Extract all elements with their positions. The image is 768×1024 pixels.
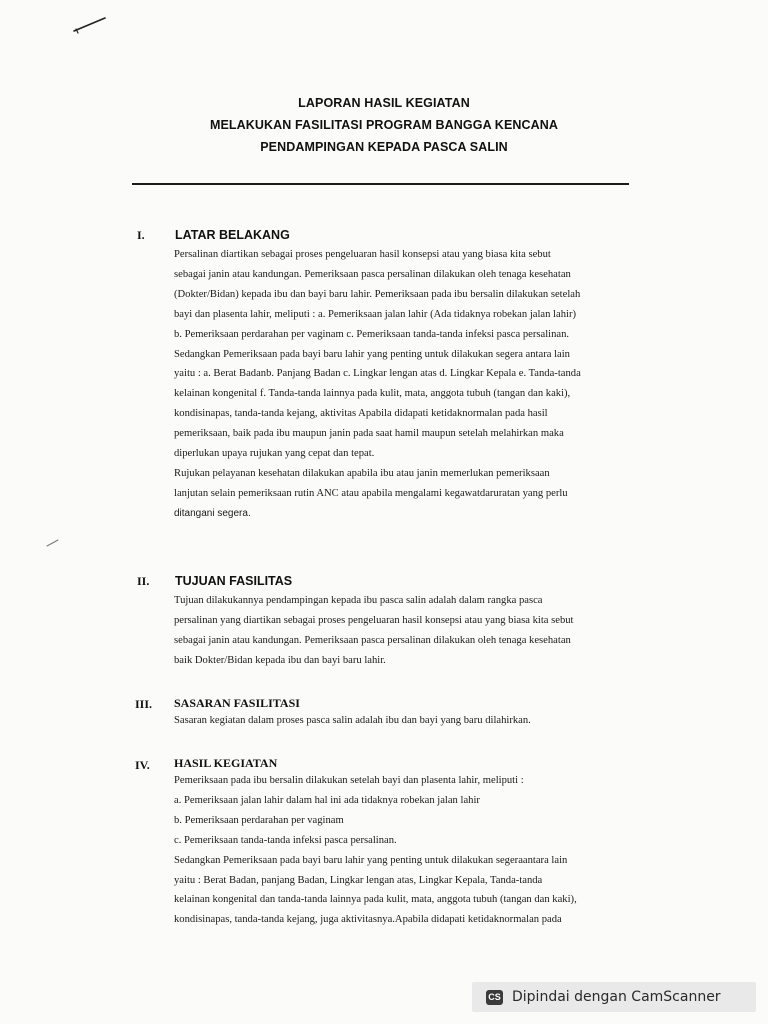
section-1-line: bayi dan plasenta lahir, meliputi : a. Pemeriksaan jalan lahir (Ada tidaknya robekan jalan lahir) (174, 308, 576, 320)
section-1-line: Rujukan pelayanan kesehatan dilakukan apabila ibu atau janin memerlukan pemeriksaan (174, 467, 550, 479)
section-2-line: sebagai janin atau kandungan. Pemeriksaan pasca persalinan dilakukan oleh tenaga kesehatan (174, 634, 571, 646)
section-4-line: Pemeriksaan pada ibu bersalin dilakukan setelah bayi dan plasenta lahir, meliputi : (174, 775, 524, 786)
document-title-line-1: LAPORAN HASIL KEGIATAN (298, 96, 470, 110)
section-4-number: IV. (135, 758, 150, 772)
section-1-line: kondisinapas, tanda-tanda kejang, aktivitas Apabila didapati ketidaknormalan pada hasil (174, 408, 548, 420)
section-4-line: b. Pemeriksaan perdarahan per vaginam (174, 814, 344, 826)
section-2-heading: TUJUAN FASILITAS (175, 574, 293, 588)
section-1-line: yaitu : a. Berat Badanb. Panjang Badan c. Lingkar lengan atas d. Lingkar Kepala e. Tanda-tanda (174, 368, 581, 380)
section-2-body (174, 591, 644, 671)
section-1-number: I. (137, 228, 145, 242)
document-title-line-3: PENDAMPINGAN KEPADA PASCA SALIN (260, 140, 508, 154)
section-1-line: ditangani segera. (174, 507, 251, 519)
section-4-line: yaitu : Berat Badan, panjang Badan, Lingkar lengan atas, Lingkar Kepala, Tanda-tanda (174, 874, 543, 886)
section-2-line: persalinan yang diartikan sebagai proses pengeluaran hasil konsepsi atau yang biasa kita sebut (174, 614, 574, 626)
section-1-line: diperlukan upaya rujukan yang cepat dan tepat. (174, 448, 375, 460)
section-1-body (174, 245, 644, 524)
section-1-line: lanjutan selain pemeriksaan rutin ANC atau apabila mengalami kegawatdaruratan yang perlu (174, 487, 568, 499)
section-4-line: a. Pemeriksaan jalan lahir dalam hal ini ada tidaknya robekan jalan lahir (174, 794, 480, 806)
section-4-heading: HASIL KEGIATAN (174, 756, 278, 770)
section-1-line: kelainan kongenital f. Tanda-tanda lainnya pada kulit, mata, anggota tubuh (tangan dan kaki), (174, 388, 571, 400)
section-1-line: b. Pemeriksaan perdarahan per vaginam c. Pemeriksaan tanda-tanda infeksi pasca persalinan. (174, 328, 570, 340)
section-4-line: kondisinapas, tanda-tanda kejang, juga aktivitasnya.Apabila didapati ketidaknormalan pada (174, 914, 562, 926)
section-4-line: Sedangkan Pemeriksaan pada bayi baru lahir yang penting untuk dilakukan segeraantara lain (174, 854, 568, 866)
section-3-heading: SASARAN FASILITASI (174, 696, 300, 710)
section-3-body (174, 711, 644, 731)
section-2-line: Tujuan dilakukannya pendampingan kepada ibu pasca salin adalah dalam rangka pasca (174, 595, 543, 606)
watermark-text: Dipindai dengan CamScanner (512, 989, 721, 1005)
camscanner-watermark (472, 982, 756, 1012)
section-2-line: baik Dokter/Bidan kepada ibu dan bayi baru lahir. (174, 654, 386, 666)
section-1-line: sebagai janin atau kandungan. Pemeriksaan pasca persalinan dilakukan oleh tenaga kesehatan (174, 268, 571, 280)
pen-stroke-mark (72, 14, 108, 34)
title-divider (132, 183, 629, 185)
section-1-heading: LATAR BELAKANG (175, 228, 290, 242)
section-4-body (174, 771, 644, 930)
camscanner-icon: CS (486, 990, 503, 1005)
section-1-line: Sedangkan Pemeriksaan pada bayi baru lahir yang penting untuk dilakukan segera antara lain (174, 348, 570, 360)
stray-pen-mark (46, 538, 60, 548)
section-4-line: kelainan kongenital dan tanda-tanda lainnya pada kulit, mata, anggota tubuh (tangan dan kaki), (174, 894, 577, 906)
section-2-number: II. (137, 574, 150, 588)
document-title-line-2: MELAKUKAN FASILITASI PROGRAM BANGGA KENCANA (209, 118, 559, 132)
section-3-line: Sasaran kegiatan dalam proses pasca salin adalah ibu dan bayi yang baru dilahirkan. (174, 715, 531, 726)
section-1-line: pemeriksaan, baik pada ibu maupun janin pada saat hamil maupun setelah melahirkan maka (174, 428, 564, 440)
section-1-line: (Dokter/Bidan) kepada ibu dan bayi baru lahir. Pemeriksaan pada ibu bersalin dilakukan setelah (174, 288, 581, 300)
section-3-number: III. (135, 697, 153, 711)
section-1-line: Persalinan diartikan sebagai proses pengeluaran hasil konsepsi atau yang biasa kita sebut (174, 249, 551, 260)
section-4-line: c. Pemeriksaan tanda-tanda infeksi pasca persalinan. (174, 834, 397, 846)
